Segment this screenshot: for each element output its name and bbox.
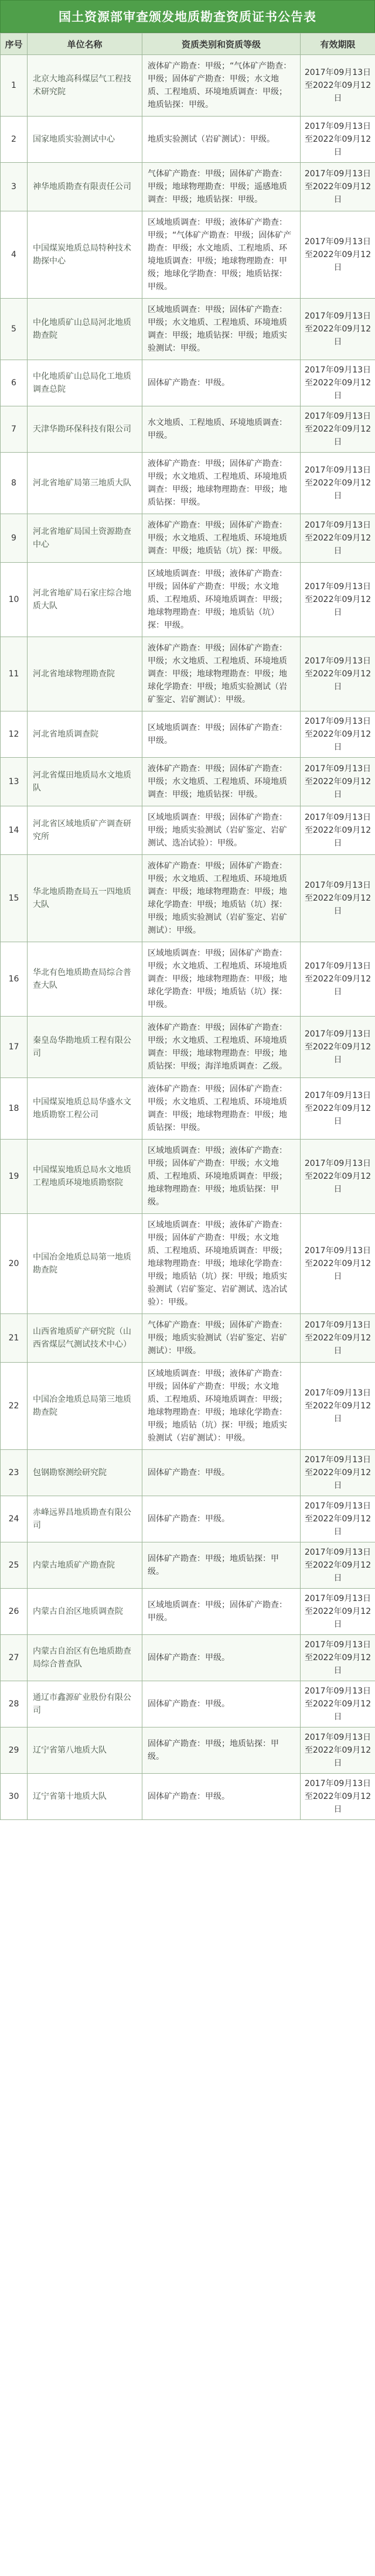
validity-period: 2017年09月13日至2022年09月12日 [301, 711, 375, 758]
qualification-category: 气体矿产勘查：甲级；固体矿产勘查：甲级；地质实验测试（岩矿鉴定、岩矿测试）：甲级。 [142, 1314, 301, 1363]
table-row [1, 942, 375, 1017]
validity-period: 2017年09月13日至2022年09月12日 [301, 1542, 375, 1589]
unit-name: 辽宁省第十地质大队 [28, 1774, 142, 1820]
qualification-category: 固体矿产勘查：甲级。 [142, 1450, 301, 1496]
unit-name: 河北省地矿局石家庄综合地质大队 [28, 563, 142, 637]
qualification-category: 液体矿产勘查：甲级；固体矿产勘查：甲级；水文地质、工程地质、环境地质调查：甲级；地球物理勘查：甲级；地球化学勘查：甲级；地质实验测试（岩矿鉴定、岩矿测试）：甲级。 [142, 637, 301, 711]
validity-period: 2017年09月13日至2022年09月12日 [301, 806, 375, 855]
table-row [1, 211, 375, 299]
validity-period: 2017年09月13日至2022年09月12日 [301, 406, 375, 453]
row-number: 4 [1, 211, 28, 299]
row-number: 5 [1, 299, 28, 360]
validity-period: 2017年09月13日至2022年09月12日 [301, 211, 375, 299]
table-row [1, 1078, 375, 1140]
qualification-category: 固体矿产勘查：甲级。 [142, 1635, 301, 1681]
unit-name: 河北省地矿局第三地质大队 [28, 453, 142, 514]
row-number: 2 [1, 117, 28, 163]
unit-name: 河北省地球物理勘查院 [28, 637, 142, 711]
qualification-category: 固体矿产勘查：甲级。 [142, 1681, 301, 1727]
unit-name: 北京大地高科煤层气工程技术研究院 [28, 55, 142, 117]
validity-period: 2017年09月13日至2022年09月12日 [301, 299, 375, 360]
qualification-category: 区域地质调查：甲级；液体矿产勘查：甲级；“气体矿产勘查：甲级；固体矿产勘查：甲级；水文地质、工程地质、环境地质调查：甲级；地球物理勘查：甲级；地球化学勘查：甲级；地质钻探：甲级。 [142, 211, 301, 299]
header-validity: 有效期限 [301, 33, 375, 55]
qualification-category: 区域地质调查：甲级；固体矿产勘查：甲级。 [142, 1589, 301, 1635]
table-row [1, 514, 375, 563]
header-category: 资质类别和资质等级 [142, 33, 301, 55]
row-number: 22 [1, 1363, 28, 1450]
row-number: 8 [1, 453, 28, 514]
row-number: 9 [1, 514, 28, 563]
row-number: 25 [1, 1542, 28, 1589]
qualification-category: 液体矿产勘查：甲级；固体矿产勘查：甲级；水文地质、工程地质、环境地质调查：甲级；地质钻探：甲级。 [142, 758, 301, 806]
row-number: 13 [1, 758, 28, 806]
row-number: 11 [1, 637, 28, 711]
table-row [1, 711, 375, 758]
unit-name: 中国冶金地质总局第三地质勘查院 [28, 1363, 142, 1450]
unit-name: 中化地质矿山总局化工地质调查总院 [28, 360, 142, 406]
qualification-category: 区域地质调查：甲级；液体矿产勘查：甲级；固体矿产勘查：甲级；水文地质、工程地质、环境地质调查：甲级；地球物理勘查：甲级；地球化学勘查：甲级；地质钻（坑）探：甲级；地质实验测试（岩矿鉴定、岩矿测试、选冶试验）：甲级。 [142, 1214, 301, 1314]
validity-period: 2017年09月13日至2022年09月12日 [301, 942, 375, 1017]
unit-name: 中国冶金地质总局第一地质勘查院 [28, 1214, 142, 1314]
qualification-category: 固体矿产勘查：甲级。 [142, 360, 301, 406]
row-number: 16 [1, 942, 28, 1017]
qualification-category: 固体矿产勘查：甲级；地质钻探：甲级。 [142, 1542, 301, 1589]
header-row [1, 33, 375, 55]
unit-name: 内蒙古自治区有色地质勘查局综合普查队 [28, 1635, 142, 1681]
table-body [1, 55, 375, 1820]
table-row [1, 1727, 375, 1774]
row-number: 28 [1, 1681, 28, 1727]
unit-name: 辽宁省第八地质大队 [28, 1727, 142, 1774]
validity-period: 2017年09月13日至2022年09月12日 [301, 1589, 375, 1635]
validity-period: 2017年09月13日至2022年09月12日 [301, 1635, 375, 1681]
unit-name: 河北省地矿局国土资源勘查中心 [28, 514, 142, 563]
unit-name: 赤峰远界昌地质勘查有限公司 [28, 1496, 142, 1542]
row-number: 12 [1, 711, 28, 758]
unit-name: 中化地质矿山总局河北地质勘查院 [28, 299, 142, 360]
validity-period: 2017年09月13日至2022年09月12日 [301, 55, 375, 117]
table-row [1, 563, 375, 637]
validity-period: 2017年09月13日至2022年09月12日 [301, 1450, 375, 1496]
unit-name: 中国煤炭地质总局特种技术勘探中心 [28, 211, 142, 299]
qualification-category: 区域地质调查：甲级；液体矿产勘查：甲级；固体矿产勘查：甲级；水文地质、工程地质、环境地质调查：甲级；地球物理勘查：甲级；地球化学勘查：甲级；地质钻（坑）探：甲级；地质实验测试（岩矿测试）：甲级。 [142, 1363, 301, 1450]
unit-name: 河北省地质调查院 [28, 711, 142, 758]
unit-name: 包钢勘察测绘研究院 [28, 1450, 142, 1496]
row-number: 14 [1, 806, 28, 855]
validity-period: 2017年09月13日至2022年09月12日 [301, 514, 375, 563]
unit-name: 秦皇岛华勘地质工程有限公司 [28, 1017, 142, 1078]
table-row [1, 406, 375, 453]
row-number: 18 [1, 1078, 28, 1140]
row-number: 20 [1, 1214, 28, 1314]
qualification-category: 液体矿产勘查：甲级；固体矿产勘查：甲级；水文地质、工程地质、环境地质调查：甲级；地球物理勘查：甲级；地球化学勘查：甲级；地质钻（坑）探：甲级；地质实验测试（岩矿鉴定、岩矿测试）：甲级。 [142, 855, 301, 942]
validity-period: 2017年09月13日至2022年09月12日 [301, 1681, 375, 1727]
qualification-category: 水文地质、工程地质、环境地质调查：甲级。 [142, 406, 301, 453]
table-row [1, 360, 375, 406]
table-row [1, 1589, 375, 1635]
table-row [1, 1496, 375, 1542]
unit-name: 内蒙古地质矿产勘查院 [28, 1542, 142, 1589]
table-row [1, 1314, 375, 1363]
unit-name: 中国煤炭地质总局华盛水文地质勘察工程公司 [28, 1078, 142, 1140]
unit-name: 国家地质实验测试中心 [28, 117, 142, 163]
unit-name: 天津华勘环保科技有限公司 [28, 406, 142, 453]
validity-period: 2017年09月13日至2022年09月12日 [301, 855, 375, 942]
qualification-category: 固体矿产勘查：甲级；地质钻探：甲级。 [142, 1727, 301, 1774]
row-number: 3 [1, 163, 28, 211]
table-row [1, 1542, 375, 1589]
validity-period: 2017年09月13日至2022年09月12日 [301, 637, 375, 711]
row-number: 19 [1, 1140, 28, 1214]
qualification-category: 气体矿产勘查：甲级；固体矿产勘查：甲级；地球物理勘查：甲级；遥感地质调查：甲级；地质钻探：甲级。 [142, 163, 301, 211]
unit-name: 华北地质勘查局五一四地质大队 [28, 855, 142, 942]
unit-name: 中国煤炭地质总局水文地质工程地质环境地质勘察院 [28, 1140, 142, 1214]
validity-period: 2017年09月13日至2022年09月12日 [301, 360, 375, 406]
unit-name: 神华地质勘查有限责任公司 [28, 163, 142, 211]
validity-period: 2017年09月13日至2022年09月12日 [301, 1314, 375, 1363]
table-row [1, 1214, 375, 1314]
table-row [1, 1681, 375, 1727]
table-row [1, 855, 375, 942]
table-row [1, 758, 375, 806]
unit-name: 山西省地质矿产研究院（山西省煤层气测试技术中心） [28, 1314, 142, 1363]
qualification-category: 固体矿产勘查：甲级。 [142, 1496, 301, 1542]
qualification-category: 液体矿产勘查：甲级；固体矿产勘查：甲级；水文地质、工程地质、环境地质调查：甲级；地球物理勘查：甲级；地质钻探：甲级。 [142, 1078, 301, 1140]
validity-period: 2017年09月13日至2022年09月12日 [301, 563, 375, 637]
qualification-category: 液体矿产勘查：甲级；“气体矿产勘查：甲级；固体矿产勘查：甲级；水文地质、工程地质、环境地质调查：甲级；地质钻探：甲级。 [142, 55, 301, 117]
qualification-category: 液体矿产勘查：甲级；固体矿产勘查：甲级；水文地质、工程地质、环境地质调查：甲级；地球物理勘查：甲级；地质钻探：甲级；海洋地质调查：乙级。 [142, 1017, 301, 1078]
table-row [1, 1017, 375, 1078]
table-title: 国土资源部审查颁发地质勘查资质证书公告表 [0, 0, 375, 33]
qualification-category: 液体矿产勘查：甲级；固体矿产勘查：甲级；水文地质、工程地质、环境地质调查：甲级；地质钻（坑）探：甲级。 [142, 514, 301, 563]
qualification-category: 地质实验测试（岩矿测试）：甲级。 [142, 117, 301, 163]
validity-period: 2017年09月13日至2022年09月12日 [301, 758, 375, 806]
table-row [1, 55, 375, 117]
header-unit-name: 单位名称 [28, 33, 142, 55]
qualification-category: 区域地质调查：甲级；液体矿产勘查：甲级；固体矿产勘查：甲级；水文地质、工程地质、环境地质调查：甲级；地球物理勘查：甲级；地质钻探：甲级。 [142, 1140, 301, 1214]
unit-name: 通辽市鑫源矿业股份有限公司 [28, 1681, 142, 1727]
table-row [1, 1774, 375, 1820]
validity-period: 2017年09月13日至2022年09月12日 [301, 1078, 375, 1140]
row-number: 21 [1, 1314, 28, 1363]
unit-name: 华北有色地质勘查局综合普查大队 [28, 942, 142, 1017]
row-number: 15 [1, 855, 28, 942]
table-row [1, 1363, 375, 1450]
header-no: 序号 [1, 33, 28, 55]
validity-period: 2017年09月13日至2022年09月12日 [301, 1496, 375, 1542]
validity-period: 2017年09月13日至2022年09月12日 [301, 1214, 375, 1314]
qualification-category: 区域地质调查：甲级；固体矿产勘查：甲级。 [142, 711, 301, 758]
table-row [1, 163, 375, 211]
unit-name: 河北省煤田地质局水文地质队 [28, 758, 142, 806]
qualification-category: 液体矿产勘查：甲级；固体矿产勘查：甲级；水文地质、工程地质、环境地质调查：甲级；地球物理勘查：甲级；地质钻探：甲级。 [142, 453, 301, 514]
row-number: 24 [1, 1496, 28, 1542]
validity-period: 2017年09月13日至2022年09月12日 [301, 453, 375, 514]
table-row [1, 453, 375, 514]
unit-name: 内蒙古自治区地质调查院 [28, 1589, 142, 1635]
table-row [1, 1450, 375, 1496]
validity-period: 2017年09月13日至2022年09月12日 [301, 1363, 375, 1450]
row-number: 10 [1, 563, 28, 637]
table-row [1, 637, 375, 711]
table-row [1, 1635, 375, 1681]
unit-name: 河北省区域地质矿产调查研究所 [28, 806, 142, 855]
qualification-category: 区域地质调查：甲级；固体矿产勘查：甲级；水文地质、工程地质、环境地质调查：甲级；地球物理勘查：甲级；地球化学勘查：甲级；地质钻（坑）探：甲级。 [142, 942, 301, 1017]
row-number: 23 [1, 1450, 28, 1496]
qualification-table [0, 33, 375, 1820]
row-number: 7 [1, 406, 28, 453]
validity-period: 2017年09月13日至2022年09月12日 [301, 1017, 375, 1078]
table-row [1, 806, 375, 855]
validity-period: 2017年09月13日至2022年09月12日 [301, 1727, 375, 1774]
validity-period: 2017年09月13日至2022年09月12日 [301, 163, 375, 211]
row-number: 6 [1, 360, 28, 406]
row-number: 26 [1, 1589, 28, 1635]
validity-period: 2017年09月13日至2022年09月12日 [301, 1140, 375, 1214]
table-row [1, 299, 375, 360]
validity-period: 2017年09月13日至2022年09月12日 [301, 1774, 375, 1820]
qualification-category: 区域地质调查：甲级；液体矿产勘查：甲级；固体矿产勘查：甲级；水文地质、工程地质、环境地质调查：甲级；地球物理勘查：甲级；地质钻（坑）探：甲级。 [142, 563, 301, 637]
qualification-category: 区域地质调查：甲级；固体矿产勘查：甲级；地质实验测试（岩矿鉴定、岩矿测试、选冶试验）：甲级。 [142, 806, 301, 855]
validity-period: 2017年09月13日至2022年09月12日 [301, 117, 375, 163]
qualification-category: 固体矿产勘查：甲级。 [142, 1774, 301, 1820]
row-number: 1 [1, 55, 28, 117]
row-number: 17 [1, 1017, 28, 1078]
row-number: 27 [1, 1635, 28, 1681]
qualification-category: 区域地质调查：甲级；固体矿产勘查：甲级；水文地质、工程地质、环境地质调查：甲级；地质钻探：甲级；地质实验测试：甲级。 [142, 299, 301, 360]
row-number: 29 [1, 1727, 28, 1774]
table-row [1, 1140, 375, 1214]
row-number: 30 [1, 1774, 28, 1820]
table-row [1, 117, 375, 163]
